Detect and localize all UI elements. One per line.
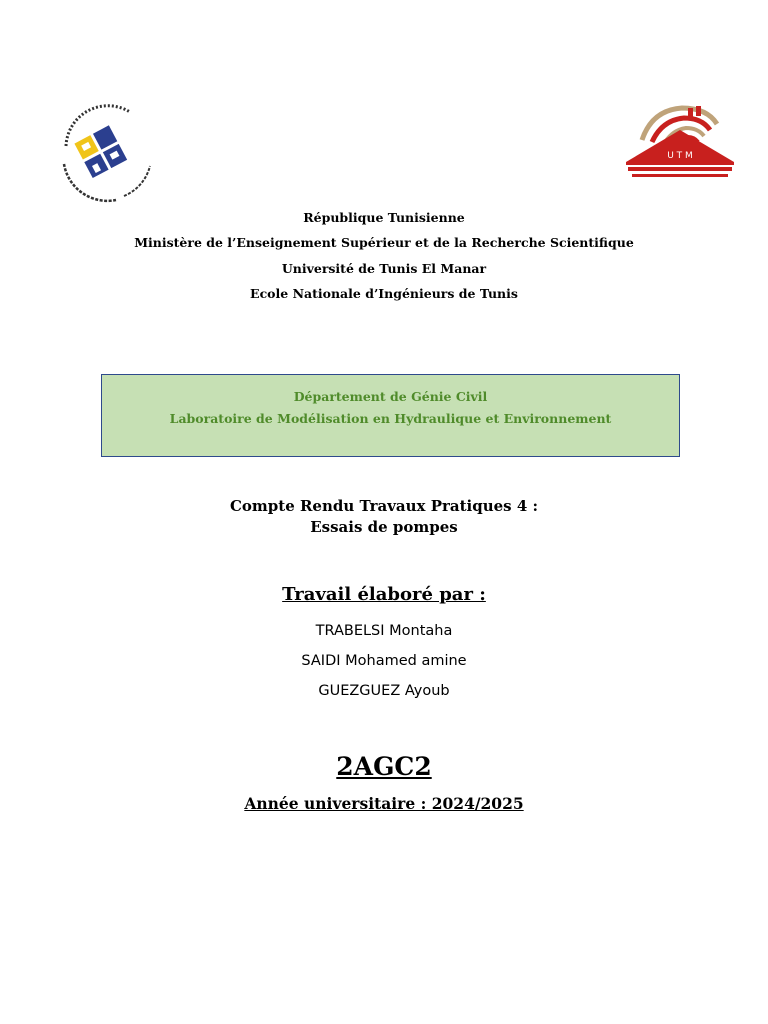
enit-logo-icon	[52, 100, 160, 208]
department-box	[101, 374, 680, 457]
authors-heading-text: Travail élaboré par :	[282, 584, 486, 605]
enit-logo	[52, 100, 160, 208]
report-title	[0, 496, 768, 538]
school-name: Ecole Nationale d’Ingénieurs de Tunis	[250, 285, 518, 301]
ministry-name: Ministère de l’Enseignement Supérieur et de la Recherche Scientifique	[134, 235, 634, 251]
authors-heading	[0, 584, 768, 605]
class-code	[0, 752, 768, 781]
academic-year	[0, 794, 768, 813]
author-name: GUEZGUEZ Ayoub	[318, 683, 450, 699]
author-name: TRABELSI Montaha	[315, 623, 453, 639]
utm-logo	[622, 100, 738, 182]
report-title-line1: Compte Rendu Travaux Pratiques 4 :	[229, 497, 539, 515]
academic-year-text: Année universitaire : 2024/2025	[244, 794, 524, 813]
authors-list	[0, 616, 768, 706]
report-title-line2: Essais de pompes	[310, 518, 458, 536]
utm-logo-icon	[622, 100, 738, 182]
department-name: Département de Génie Civil	[293, 389, 488, 404]
class-code-text: 2AGC2	[336, 752, 432, 781]
institution-header	[0, 205, 768, 306]
laboratory-name: Laboratoire de Modélisation en Hydraulique et Environnement	[169, 411, 612, 426]
university-name: Université de Tunis El Manar	[281, 260, 487, 276]
country-name: République Tunisienne	[303, 210, 465, 225]
svg-text:U T M: U T M	[667, 151, 693, 161]
author-name: SAIDI Mohamed amine	[301, 653, 467, 669]
